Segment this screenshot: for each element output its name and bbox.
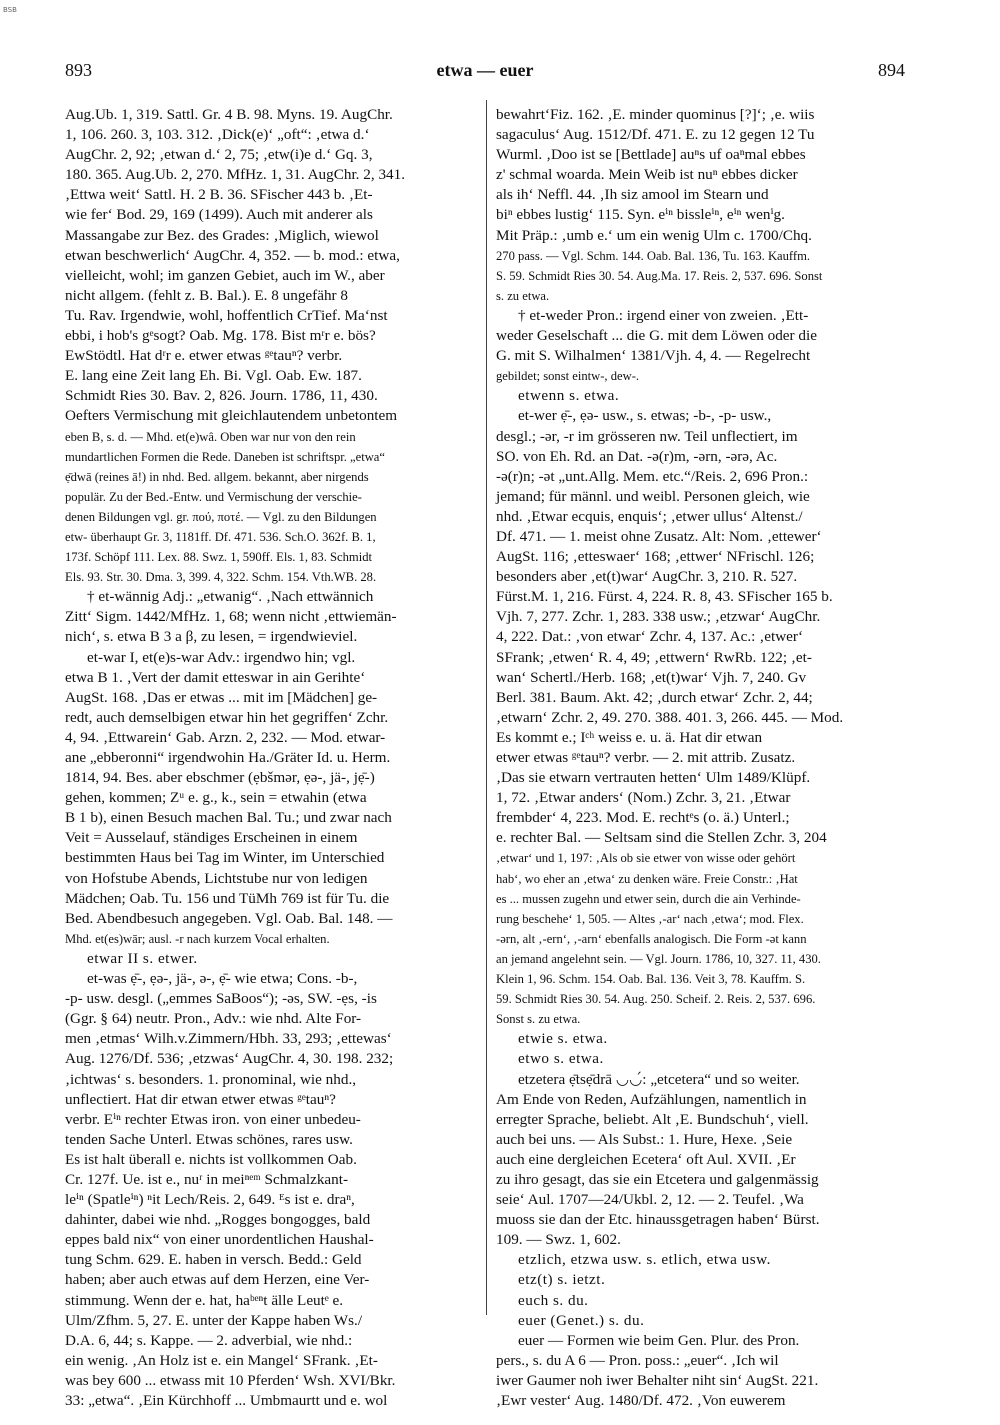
text-line: Fürst.M. 1, 216. Fürst. 4, 224. R. 8, 43. SFischer 165 b. [496, 588, 833, 606]
text-line: B 1 b), einen Besuch machen Bal. Tu.; und zwar nach [65, 809, 392, 827]
text-line: etw- überhaupt Gr. 3, 1181ff. Df. 471. 536. Sch.O. 362f. B. 1, [65, 529, 376, 544]
page-number-right: 894 [878, 60, 905, 80]
text-line: Oefters Vermischung mit gleichlautendem unbetontem [65, 407, 398, 425]
text-line: biⁿ ebbes lustig‘ 115. Syn. eⁱⁿ bissleⁱⁿ, eⁱⁿ wenⁱg. [496, 206, 785, 224]
text-line: iwer Gaumer noh iwer Behalter niht sin‘ AugSt. 221. [496, 1371, 819, 1389]
text-line: stimmung. Wenn der e. hat, haᵇᵉⁿt älle Leutᵉ e. [65, 1291, 344, 1309]
text-line: ‚Ewr vester‘ Aug. 1480/Df. 472. ‚Von euwerem [496, 1392, 786, 1409]
text-line: nich‘, s. etwa B 3 a β, zu lesen, = irgendwieviel. [65, 628, 358, 646]
text-line: 173f. Schöpf 111. Lex. 88. Swz. 1, 590ff. Els. 1, 83. Schmidt [65, 550, 373, 565]
text-line: E. lang eine Zeit lang Eh. Bi. Vgl. Oab. Ew. 187. [65, 367, 362, 385]
text-line: Massangabe zur Bez. des Grades: ‚Miglich, wiewol [65, 226, 379, 244]
text-line: ‚Ettwa weit‘ Sattl. H. 2 B. 36. SFischer 443 b. ‚Et- [65, 186, 373, 204]
text-line: 59. Schmidt Ries 30. 54. Aug. 250. Scheif. 2. Reis. 2, 537. 696. [496, 992, 816, 1007]
text-line: Veit = Ausselauf, ständiges Erscheinen in einem [65, 829, 358, 847]
text-line: SO. von Eh. Rd. an Dat. -ə(r)m, -ərn, -ərə, Ac. [496, 447, 778, 465]
text-line: tenden Sache Unterl. Etwas schönes, rares usw. [65, 1130, 353, 1148]
page-header [65, 60, 905, 82]
text-line: etwie s. etwa. [518, 1030, 608, 1048]
text-line: Aug. 1276/Df. 536; ‚etzwas‘ AugChr. 4, 30. 198. 232; [65, 1050, 394, 1068]
page-number-left: 893 [65, 60, 92, 80]
text-line: bewahrt‘Fiz. 162. ‚E. minder quominus [?]‘; ‚e. wiis [496, 106, 815, 123]
text-line: Zitt‘ Sigm. 1442/MfHz. 1, 68; wenn nicht ‚ettwiemän- [65, 608, 397, 626]
text-line: -ə(r)n; -ət „unt.Allg. Mem. etc.“/Reis. 2, 696 Pron.: [496, 467, 809, 485]
text-line: etwer etwas ᵍᵉtauⁿ? verbr. — 2. mit attrib. Zusatz. [496, 749, 796, 766]
text-line: euer (Genet.) s. du. [518, 1311, 645, 1329]
text-line: 4, 94. ‚Ettwarein‘ Gab. Arzn. 2, 232. — Mod. etwar- [65, 728, 386, 746]
text-line: redt, auch demselbigen etwar hin het gegriffen‘ Zchr. [65, 708, 389, 726]
text-line: etwa B 1. ‚Vert der damit etteswar in ain Gerihte‘ [65, 668, 366, 686]
text-line: Cr. 127f. Ue. ist e., nuʳ in meiⁿᵉᵐ Schmalzkant- [65, 1170, 349, 1188]
text-line: populär. Zu der Bed.-Entw. und Vermischung der verschie- [65, 489, 362, 504]
text-line: verbr. Eⁱⁿ rechter Etwas iron. von einer unbedeu- [65, 1110, 361, 1128]
text-line: etwar II s. etwer. [87, 949, 198, 967]
text-line: hab‘, wo eher an ‚etwa‘ zu denken wäre. Freie Constr.: ‚Hat [496, 871, 798, 886]
text-line: Ulm/Zfhm. 5, 27. E. unter der Kappe haben Ws./ [65, 1311, 363, 1329]
text-line: gebildet; sonst eintw-, dew-. [496, 369, 640, 384]
text-line: Els. 93. Str. 30. Dma. 3, 399. 4, 322. Schm. 154. Vth.WB. 28. [65, 570, 377, 585]
text-line: haben; aber auch etwas auf dem Herzen, eine Ver- [65, 1271, 370, 1289]
text-line: wie fer‘ Bod. 29, 169 (1499). Auch mit anderer als [65, 206, 373, 224]
text-line: unflectiert. Hat dir etwan etwer etwas ᵍᵉtauⁿ? [65, 1090, 336, 1108]
text-line: Es ist halt überall e. nichts ist vollkommen Oab. [65, 1150, 357, 1168]
text-line: e. rechter Bal. — Seltsam sind die Stellen Zchr. 3, 204 [496, 829, 827, 847]
text-line: 109. — Swz. 1, 602. [496, 1231, 621, 1249]
text-line: G. mit S. Wilhalmen‘ 1381/Vjh. 4, 4. — Regelrecht [496, 347, 811, 365]
text-line: Mhd. et(es)wār; ausl. -r nach kurzem Vocal erhalten. [65, 931, 330, 946]
text-line: auch eine dergleichen Ecetera‘ oft Aul. XVII. ‚Er [496, 1150, 796, 1168]
text-line: eppes bald nix“ von einer unordentlichen Haushal- [65, 1231, 374, 1249]
text-line: Sonst s. zu etwa. [496, 1012, 581, 1027]
text-line: D.A. 6, 44; s. Kappe. — 2. adverbial, wie nhd.: [65, 1331, 353, 1349]
text-line: men ‚etmas‘ Wilh.v.Zimmern/Hbh. 33, 293; ‚ettewas‘ [65, 1030, 392, 1048]
text-line: AugSt. 168. ‚Das er etwas ... mit im [Mädchen] ge- [65, 688, 378, 706]
text-line: leⁱⁿ (Spatleⁱⁿ) ⁿit Lech/Reis. 2, 649. ᴱs ist e. draⁿ, [65, 1191, 355, 1209]
text-line: z' schmal woarda. Mein Weib ist nuⁿ ebbes dicker [496, 166, 798, 184]
text-line: eben B, s. d. — Mhd. et(e)wâ. Oben war nur von den rein [65, 429, 356, 444]
text-line: tung Schm. 629. E. haben in versch. Bedd.: Geld [65, 1251, 362, 1269]
text-line: ebbi, i hob's gᵉsogt? Oab. Mg. 178. Bist mʳr e. bös? [65, 327, 376, 345]
text-line: rung beschehe‘ 1, 505. — Altes ‚-ar‘ nach ‚etwa‘; mod. Flex. [496, 911, 804, 926]
text-line: euch s. du. [518, 1291, 589, 1309]
text-line: (Ggr. § 64) neutr. Pron., Adv.: wie nhd. Alte For- [65, 1010, 362, 1028]
text-line: etz(t) s. ietzt. [518, 1271, 606, 1289]
text-line: ein wenig. ‚An Holz ist e. ein Mangel‘ SFrank. ‚Et- [65, 1351, 378, 1369]
text-line: vielleicht, wohl; im ganzen Gebiet, auch im W., aber [65, 266, 385, 284]
text-line: ‚etwar‘ und 1, 197: ‚Als ob sie etwer von wisse oder gehört [496, 851, 796, 866]
text-line: Df. 471. — 1. meist ohne Zusatz. Alt: Nom. ‚ettewer‘ [496, 527, 822, 545]
text-line: denen Bildungen vgl. gr. πού, ποτέ. — Vgl. zu den Bildungen [65, 509, 377, 524]
text-line: mundartlichen Formen die Rede. Daneben ist schriftspr. „etwa“ [65, 449, 385, 464]
text-line: -ərn, alt ‚-ern‘, ‚-arn‘ ebenfalls analogisch. Die Form -ət kann [496, 931, 807, 946]
text-line: SFrank; ‚etwen‘ R. 4, 49; ‚ettwern‘ RwRb. 122; ‚et- [496, 648, 812, 666]
text-line: erregter Sprache, beliebt. Alt ‚E. Bundschuh‘, viell. [496, 1110, 809, 1128]
text-line: et-war I, et(e)s-war Adv.: irgendwo hin; vgl. [87, 648, 356, 666]
text-line: † et-wännig Adj.: „etwanig“. ‚Nach ettwännich [87, 588, 374, 606]
text-line: desgl.; -ər, -r im grösseren nw. Teil unflectiert, im [496, 427, 798, 445]
text-line: jemand; für männl. und weibl. Personen gleich, wie [496, 487, 810, 505]
text-line: bestimmten Haus bei Tag im Winter, im Unterschied [65, 849, 385, 867]
text-line: frembder‘ 4, 223. Mod. E. rechtᵉs (o. ä.) Unterl.; [496, 809, 790, 827]
text-line: muoss sie dan der Etc. hinaussgetragen haben‘ Bürst. [496, 1211, 820, 1229]
text-line: ẹ̄dwā (reines ā!) in nhd. Bed. allgem. bekannt, aber nirgends [65, 469, 369, 484]
text-line: Es kommt e.; Iᶜʰ weiss e. u. ä. Hat dir etwan [496, 728, 763, 746]
text-line: Wurml. ‚Doo ist se [Bettlade] auⁿs uf oaⁿmal ebbes [496, 146, 806, 164]
text-line: Vjh. 7, 277. Zchr. 1, 283. 338 usw.; ‚etzwar‘ AugChr. [496, 608, 821, 626]
text-line: nhd. ‚Etwar ecquis, enquis‘; ‚etwer ullus‘ Altenst./ [496, 507, 803, 525]
text-line: zu ihro gesagt, das sie ein Etcetera und galgenmässig [496, 1170, 819, 1188]
text-line: EwStödtl. Hat dʳr e. etwer etwas ᵍᵉtauⁿ? verbr. [65, 347, 343, 365]
text-line: AugSt. 116; ‚etteswaer‘ 168; ‚ettwer‘ NFrischl. 126; [496, 548, 815, 566]
text-line: etzetera ẹ̄tsẹ̄drā ◡◡́: „etcetera“ und so weiter. [518, 1070, 800, 1088]
text-line: 1814, 94. Bes. aber ebschmer (ẹbšmər, ẹə-, jä-, jẹ̄-) [65, 769, 375, 787]
text-line: etzlich, etzwa usw. s. etlich, etwa usw. [518, 1251, 771, 1269]
text-line: ane „ebberonni“ irgendwohin Ha./Gräter Id. u. Herm. [65, 749, 391, 766]
text-line: als ih‘ Neffl. 44. ‚Ih siz amool im Stearn und [496, 186, 769, 204]
text-line: 33: „etwa“. ‚Ein Kürchhoff ... Umbmaurtt und e. wol [65, 1392, 388, 1409]
text-line: † et-weder Pron.: irgend einer von zweien. ‚Ett- [518, 306, 809, 324]
text-line: auch bei uns. — Als Subst.: 1. Hure, Hexe. ‚Seie [496, 1130, 793, 1148]
text-line: S. 59. Schmidt Ries 30. 54. Aug.Ma. 17. Reis. 2, 537. 696. Sonst [496, 268, 823, 283]
text-line: ‚ichtwas‘ s. besonders. 1. pronominal, wie nhd., [65, 1070, 357, 1088]
text-line: Aug.Ub. 1, 319. Sattl. Gr. 4 B. 98. Myns. 19. AugChr. [65, 106, 393, 123]
text-line: -p- usw. desgl. („emmes SaBoos“); -əs, SW. -ẹs, -is [65, 990, 377, 1008]
text-line: an jemand angelehnt sein. — Vgl. Journ. 1786, 10, 327. 11, 430. [496, 951, 821, 966]
text-line: etwan beschwerlich‘ AugChr. 4, 352. — b. mod.: etwa, [65, 246, 400, 264]
text-line: etwenn s. etwa. [518, 387, 620, 405]
column-divider [486, 100, 487, 1315]
text-line: et-wer ẹ̄-, ẹə- usw., s. etwas; -b-, -p- usw., [518, 407, 772, 425]
text-line: Mit Präp.: ‚umb e.‘ um ein wenig Ulm c. 1700/Chq. [496, 226, 812, 244]
right-column [496, 105, 914, 1409]
text-line: Klein 1, 96. Schm. 154. Oab. Bal. 136. Veit 3, 78. Kauffm. S. [496, 972, 806, 987]
text-line: 270 pass. — Vgl. Schm. 144. Oab. Bal. 136, Tu. 163. Kauffm. [496, 248, 811, 263]
text-line: 4, 222. Dat.: ‚von etwar‘ Zchr. 4, 137. Ac.: ‚etwer‘ [496, 628, 804, 646]
text-line: ‚Das sie etwarn vertrauten hetten‘ Ulm 1489/Klüpf. [496, 769, 811, 787]
text-line: 1, 72. ‚Etwar anders‘ (Nom.) Zchr. 3, 21. ‚Etwar [496, 789, 791, 807]
text-line: Schmidt Ries 30. Bav. 2, 826. Journ. 1786, 11, 430. [65, 387, 378, 405]
text-line: dahinter, dabei wie nhd. „Rogges bongogges, bald [65, 1211, 371, 1229]
text-line: sagaculus‘ Aug. 1512/Df. 471. E. zu 12 gegen 12 Tu [496, 126, 815, 144]
text-line: et-was ẹ̄-, ẹə-, jä-, ə-, ẹ̄- wie etwa; Cons. -b-, [87, 970, 358, 988]
text-line: besonders aber ‚et(t)war‘ AugChr. 3, 210. R. 527. [496, 568, 798, 586]
text-line: von Hofstube Abends, Lichtstube nur von ledigen [65, 869, 368, 887]
text-line: es ... mussen zugehn und etwer sein, durch die ain Verhinde- [496, 891, 801, 906]
text-line: Bed. Abendbesuch angegeben. Vgl. Oab. Bal. 148. — [65, 909, 393, 927]
text-line: Am Ende von Reden, Aufzählungen, namentlich in [496, 1090, 807, 1108]
text-line: wan‘ Schertl./Herb. 168; ‚et(t)war‘ Vjh. 7, 240. Gv [496, 668, 807, 686]
text-line: was bey 600 ... etwass mit 10 Pferden‘ Wsh. XVI/Bkr. [65, 1371, 396, 1389]
text-line: AugChr. 2, 92; ‚etwan d.‘ 2, 75; ‚etw(i)e d.‘ Gq. 3, [65, 146, 373, 164]
text-line: Tu. Rav. Irgendwie, wohl, hoffentlich CrTief. Ma‘nst [65, 306, 388, 324]
text-line: pers., s. du A 6 — Pron. poss.: „euer“. ‚Ich wil [496, 1351, 779, 1369]
text-line: gehen, kommen; Zᵘ e. g., k., sein = etwahin (etwa [65, 789, 367, 807]
left-column [65, 105, 483, 1409]
text-line: 1, 106. 260. 3, 103. 312. ‚Dick(e)‘ „oft“: ‚etwa d.‘ [65, 126, 370, 144]
text-line: nicht allgem. (fehlt z. B. Bal.). E. 8 ungefähr 8 [65, 286, 348, 304]
library-stamp: BSB [3, 6, 17, 14]
running-title: etwa — euer [436, 60, 534, 80]
text-line: Berl. 381. Baum. Akt. 42; ‚durch etwar‘ Zchr. 2, 44; [496, 688, 813, 706]
text-line: 180. 365. Aug.Ub. 2, 270. MfHz. 1, 31. AugChr. 2, 341. [65, 166, 406, 184]
text-line: etwo s. etwa. [518, 1050, 604, 1068]
text-line: weder Geselschaft ... die G. mit dem Löwen oder die [496, 327, 817, 345]
text-line: euer — Formen wie beim Gen. Plur. des Pron. [518, 1331, 800, 1349]
text-line: Mädchen; Oab. Tu. 156 und TüMh 769 ist für Tu. die [65, 889, 390, 907]
text-line: seie‘ Aul. 1707—24/Ukbl. 2, 12. — 2. Teufel. ‚Wa [496, 1191, 804, 1209]
text-line: ‚etwarn‘ Zchr. 2, 49. 270. 388. 401. 3, 266. 445. — Mod. [496, 708, 844, 726]
text-line: s. zu etwa. [496, 288, 550, 303]
